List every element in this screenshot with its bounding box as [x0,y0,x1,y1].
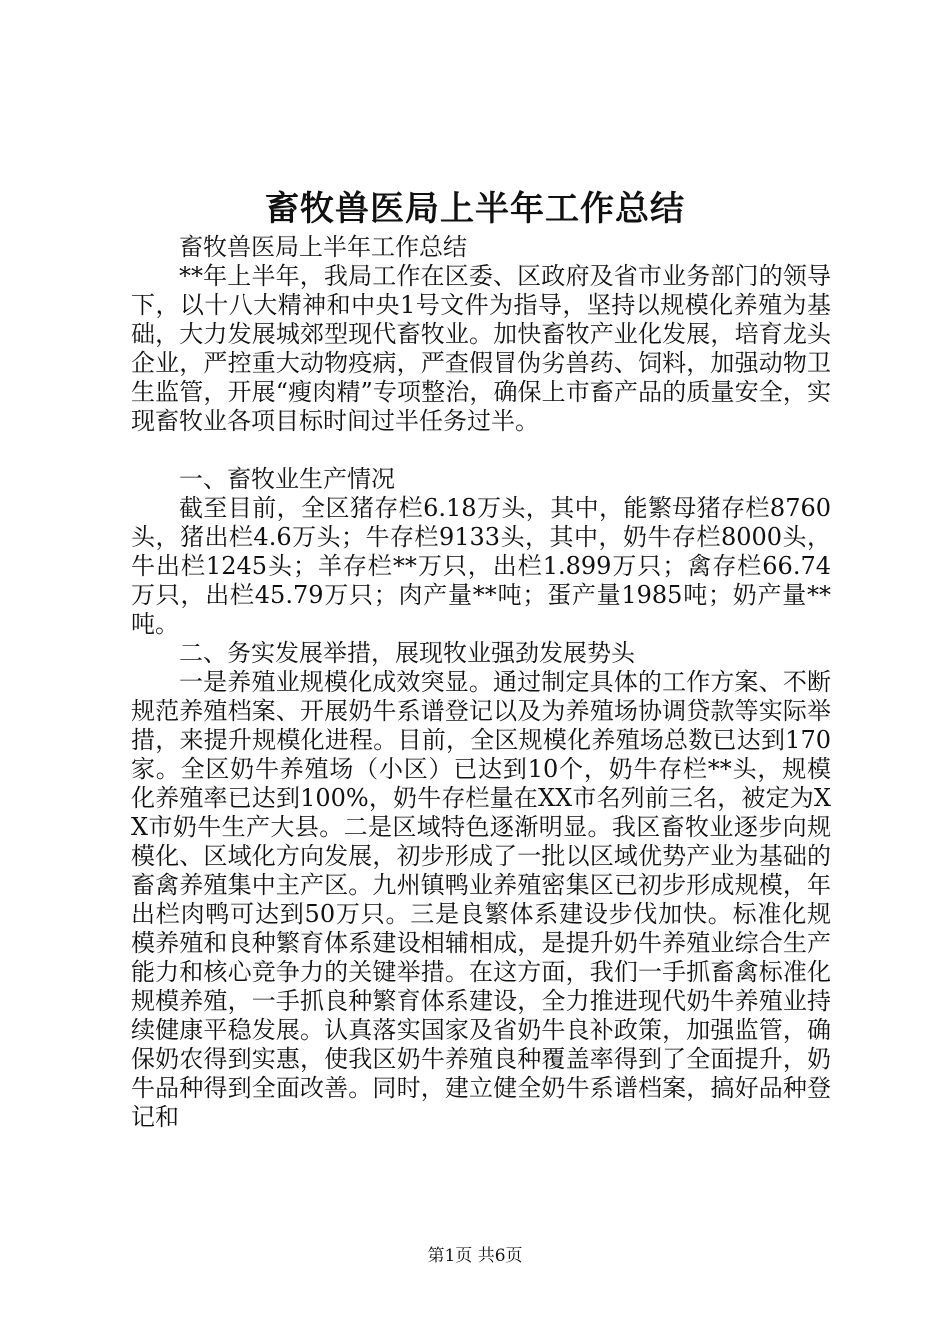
document-title: 畜牧兽医局上半年工作总结 [265,189,685,229]
section-heading-measures: 二、务实发展举措，展现牧业强劲发展势头 [179,639,635,667]
paragraph-production-stats: 截至目前，全区猪存栏6.18万头，其中，能繁母猪存栏8760头，猪出栏4.6万头；牛存栏9133头，其中，奶牛存栏8000头，牛出栏1245头；羊存栏**万只，出栏1.899万只；禽存栏66.74万只，出栏45.79万只；肉产量**吨；蛋产量1985吨；奶产量**吨。 [131,494,831,638]
paragraph-subtitle: 畜牧兽医局上半年工作总结 [179,233,467,261]
section-heading-production: 一、畜牧业生产情况 [179,465,395,493]
blank-line [131,436,831,465]
paragraph-measures: 一是养殖业规模化成效突显。通过制定具体的工作方案、不断规范养殖档案、开展奶牛系谱登记以及为养殖场协调贷款等实际举措，来提升规模化进程。目前，全区规模化养殖场总数已达到170家。全区奶牛养殖场（小区）已达到10个，奶牛存栏**头，规模化养殖率已达到100%，奶牛存栏量在XX市名列前三名，被定为XX市奶牛生产大县。二是区域特色逐渐明显。我区畜牧业逐步向规模化、区域化方向发展，初步形成了一批以区域优势产业为基础的畜禽养殖集中主产区。九州镇鸭业养殖密集区已初步形成规模，年出栏肉鸭可达到50万只。三是良繁体系建设步伐加快。标准化规模养殖和良种繁育体系建设相辅相成，是提升奶牛养殖业综合生产能力和核心竞争力的关键举措。在这方面，我们一手抓畜禽标准化规模养殖，一手抓良种繁育体系建设，全力推进现代奶牛养殖业持续健康平稳发展。认真落实国家及省奶牛良补政策，加强监管，确保奶农得到实惠，使我区奶牛养殖良种覆盖率得到了全面提升，奶牛品种得到全面改善。同时，建立健全奶牛系谱档案，搞好品种登记和 [131,668,831,1131]
document-body [131,233,831,1132]
page-footer: 第1页 共6页 [427,1246,523,1266]
paragraph-intro: **年上半年，我局工作在区委、区政府及省市业务部门的领导下，以十八大精神和中央1号文件为指导，坚持以规模化养殖为基础，大力发展城郊型现代畜牧业。加快畜牧产业化发展，培育龙头企业，严控重大动物疫病，严查假冒伪劣兽药、饲料，加强动物卫生监管，开展“瘦肉精”专项整治，确保上市畜产品的质量安全，实现畜牧业各项目标时间过半任务过半。 [131,262,831,435]
